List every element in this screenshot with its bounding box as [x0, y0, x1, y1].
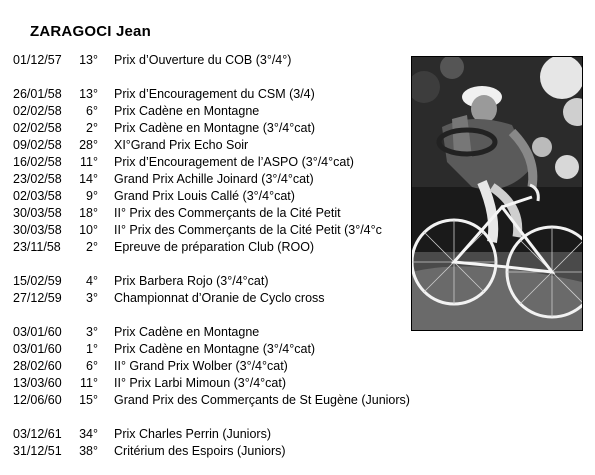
result-date: 26/01/58	[13, 87, 62, 101]
result-position: 9°	[86, 189, 98, 203]
result-position: 3°	[86, 291, 98, 305]
result-position: 6°	[86, 104, 98, 118]
result-race: Prix Cadène en Montagne (3°/4°cat)	[114, 121, 316, 135]
result-position: 1°	[86, 342, 98, 356]
result-date: 03/12/61	[13, 427, 62, 441]
result-race: Grand Prix Louis Callé (3°/4°cat)	[114, 189, 295, 203]
result-position: 18°	[79, 206, 98, 220]
result-race: Grand Prix des Commerçants de St Eugène (Juniors)	[114, 393, 410, 407]
result-race: Prix Cadène en Montagne	[114, 104, 260, 118]
result-race: Prix Cadène en Montagne	[114, 325, 260, 339]
result-date: 16/02/58	[13, 155, 62, 169]
result-date: 01/12/57	[13, 53, 62, 67]
result-date: 03/01/60	[13, 342, 62, 356]
result-date: 02/02/58	[13, 121, 62, 135]
result-race: Prix Charles Perrin (Juniors)	[114, 427, 271, 441]
result-date: 13/03/60	[13, 376, 62, 390]
result-race: XI°Grand Prix Echo Soir	[114, 138, 249, 152]
result-position: 2°	[86, 121, 98, 135]
result-date: 23/11/58	[13, 240, 61, 254]
result-race: Prix d’Ouverture du COB (3°/4°)	[114, 53, 292, 67]
result-race: II° Grand Prix Wolber (3°/4°cat)	[114, 359, 288, 373]
result-position: 14°	[79, 172, 98, 186]
result-position: 13°	[79, 53, 98, 67]
result-race: Critérium des Espoirs (Juniors)	[114, 444, 286, 458]
result-date: 23/02/58	[13, 172, 62, 186]
result-date: 09/02/58	[13, 138, 62, 152]
result-date: 31/12/51	[13, 444, 62, 458]
result-date: 03/01/60	[13, 325, 62, 339]
rider-name-heading: ZARAGOCI Jean	[30, 23, 151, 40]
result-race: Epreuve de préparation Club (ROO)	[114, 240, 315, 254]
cyclist-photo	[411, 56, 583, 331]
result-date: 02/03/58	[13, 189, 62, 203]
result-position: 13°	[79, 87, 98, 101]
result-position: 2°	[86, 240, 98, 254]
result-position: 38°	[79, 444, 98, 458]
result-date: 28/02/60	[13, 359, 62, 373]
result-race: II° Prix des Commerçants de la Cité Petit	[114, 206, 341, 220]
result-position: 6°	[86, 359, 98, 373]
result-date: 30/03/58	[13, 206, 62, 220]
result-position: 3°	[86, 325, 98, 339]
result-position: 34°	[79, 427, 98, 441]
cyclist-photo-image	[412, 57, 582, 330]
result-position: 28°	[79, 138, 98, 152]
result-race: II° Prix Larbi Mimoun (3°/4°cat)	[114, 376, 286, 390]
result-race: Prix d’Encouragement du CSM (3/4)	[114, 87, 315, 101]
result-race: Prix Barbera Rojo (3°/4°cat)	[114, 274, 269, 288]
result-position: 10°	[79, 223, 98, 237]
result-position: 4°	[86, 274, 98, 288]
result-race: Grand Prix Achille Joinard (3°/4°cat)	[114, 172, 314, 186]
result-race: Prix Cadène en Montagne (3°/4°cat)	[114, 342, 316, 356]
result-race: Prix d’Encouragement de l’ASPO (3°/4°cat)	[114, 155, 354, 169]
result-date: 30/03/58	[13, 223, 62, 237]
result-position: 15°	[79, 393, 98, 407]
result-race: Championnat d’Oranie de Cyclo cross	[114, 291, 325, 305]
result-race: II° Prix des Commerçants de la Cité Petit (3°/4°c	[114, 223, 382, 237]
result-position: 11°	[80, 376, 98, 390]
result-date: 27/12/59	[13, 291, 62, 305]
result-date: 12/06/60	[13, 393, 62, 407]
result-position: 11°	[80, 155, 98, 169]
result-date: 15/02/59	[13, 274, 62, 288]
result-date: 02/02/58	[13, 104, 62, 118]
